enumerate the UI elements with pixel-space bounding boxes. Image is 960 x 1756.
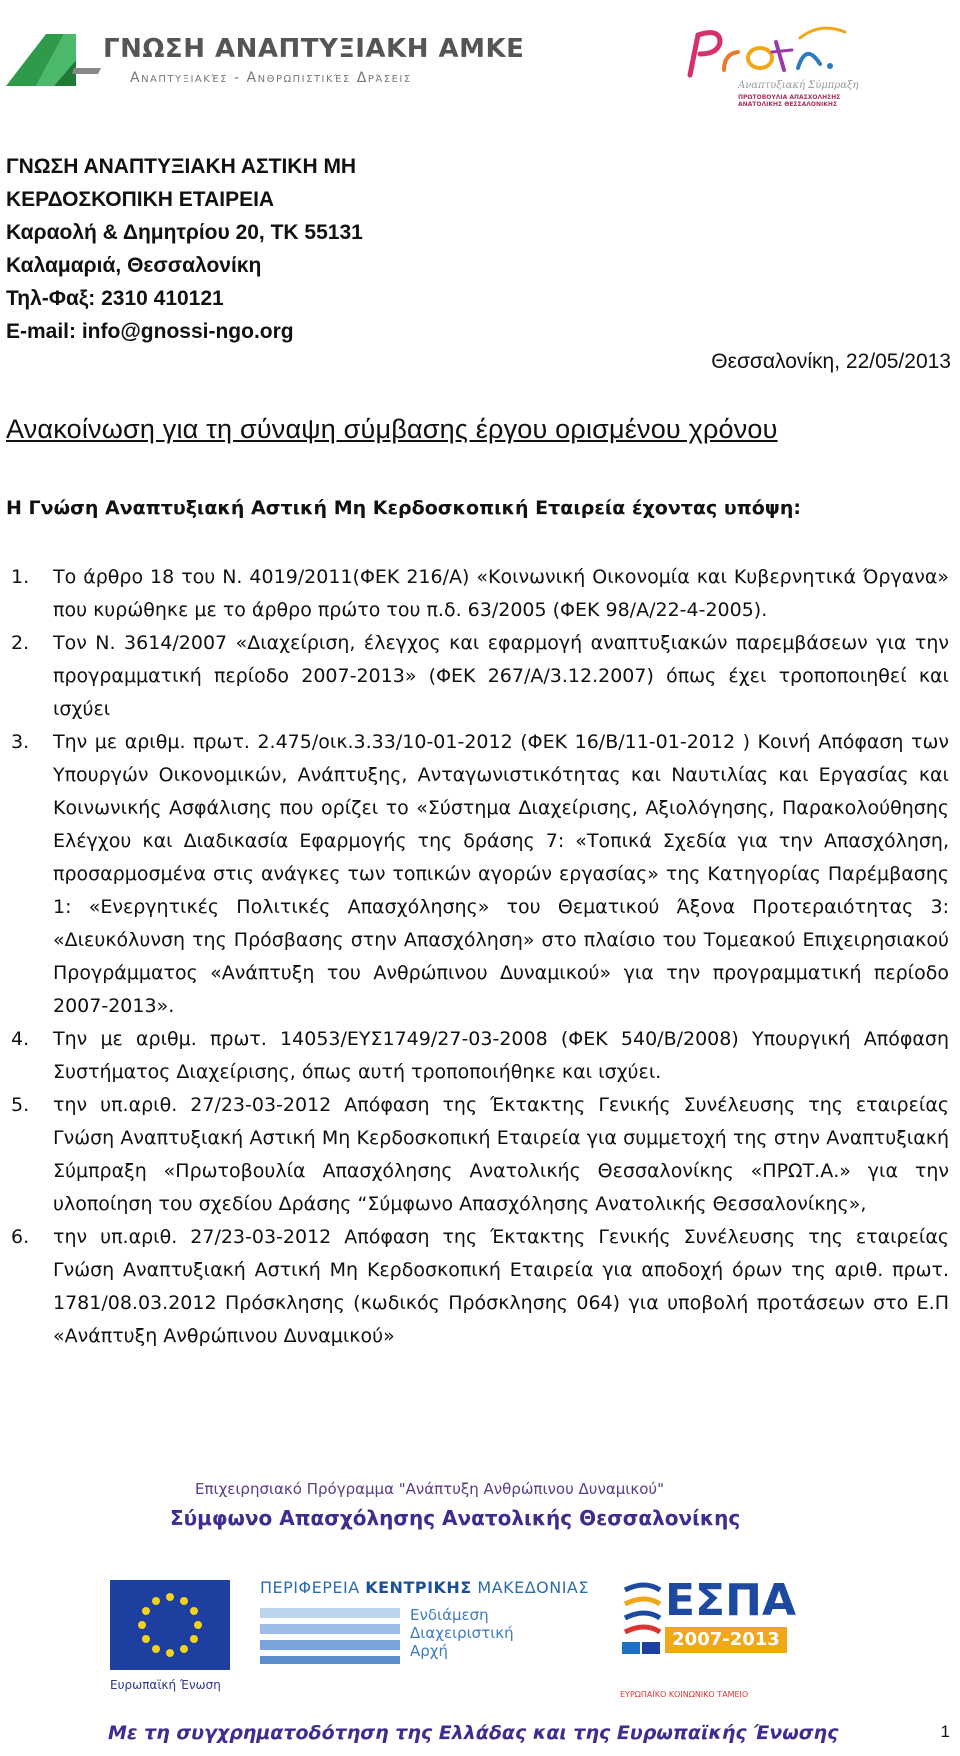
prota-logo-caption: ΠΡΩΤΟΒΟΥΛΙΑ ΑΠΑΣΧΟΛΗΣΗΣ ΑΝΑΤΟΛΙΚΗΣ ΘΕΣΣΑΛΟΝΙΚΗΣ — [738, 94, 841, 108]
list-item-text: την υπ.αριθ. 27/23-03-2012 Απόφαση της Έκτακτης Γενικής Συνέλευσης της εταιρείας Γνώση Αναπτυξιακή Αστική Μη Κερδοσκοπική Εταιρεία για αποδοχή όρων της αριθ. πρωτ. 1781/08.03.2012 Πρόσκλησης (κωδικός Πρόσκλησης 064) για υποβολή προτάσεων στο Ε.Π «Ανάπτυξη Ανθρώπινου Δυναμικού» — [53, 1226, 949, 1347]
prota-logo — [680, 20, 880, 120]
list-item — [0, 627, 960, 726]
list-item-number: 3. — [11, 731, 30, 753]
authority-line-2: Διαχειριστική — [410, 1624, 514, 1642]
list-item-number: 5. — [11, 1094, 30, 1116]
list-item-number: 1. — [11, 566, 30, 588]
funding-footer — [0, 1480, 960, 1756]
sender-address-block — [6, 150, 363, 348]
list-item-text: Την με αριθμ. πρωτ. 2.475/οικ.3.33/10-01-2012 (ΦΕΚ 16/Β/11-01-2012 ) Κοινή Απόφαση των Υπουργών Οικονομικών, Ανάπτυξης, Ανταγωνιστικότητας και Ναυτιλίας και Εργασίας και Κοινωνικής Ασφάλισης που ορίζει το «Σύστημα Διαχείρισης, Αξιολόγησης, Παρακολούθησης Ελέγχου και Διαδικασία Εφαρμογής της δράσης 7: «Τοπικά Σχεδία για την Απασχόληση, προσαρμοσμένα στις ανάγκες των τοπικών αγορών εργασίας» της Κατηγορίας Παρέμβασης 1: «Ενεργητικές Πολιτικές Απασχόλησης» του Θεματικού Άξονα Προτεραιότητας 3: «Διευκόλυνση της Πρόσβασης στην Απασχόληση» στο πλαίσιο του Τομεακού Επιχειρησιακού Προγράμματος «Ανάπτυξη του Ανθρώπινου Δυναμικού» για την προγραμματική περίοδο 2007-2013». — [53, 731, 949, 1017]
document-title: Ανακοίνωση για τη σύναψη σύμβασης έργου ορισμένου χρόνου — [6, 414, 778, 444]
managing-authority-logo-icon — [260, 1606, 405, 1666]
prota-logo-mark-icon — [680, 20, 880, 80]
sender-phone: Τηλ-Φαξ: 2310 410121 — [6, 287, 224, 310]
intro-statement: Η Γνώση Αναπτυξιακή Αστική Μη Κερδοσκοπική Εταιρεία έχοντας υπόψη: — [6, 497, 801, 519]
list-item-number: 4. — [11, 1028, 30, 1050]
espa-logo-icon — [620, 1580, 665, 1660]
authority-line-1: Ενδιάμεση — [410, 1606, 489, 1624]
prota-logo-subtitle: Αναπτυξιακή Σύμπραξη — [738, 80, 859, 91]
sender-city: Καλαμαριά, Θεσσαλονίκη — [6, 254, 262, 277]
list-item — [0, 1023, 960, 1089]
list-item — [0, 561, 960, 627]
list-item-text: Την με αριθμ. πρωτ. 14053/ΕΥΣ1749/27-03-2008 (ΦΕΚ 540/Β/2008) Υπουργική Απόφαση Συστήματος Διαχείρισης, όπως αυτή τροποποιήθηκε και ισχύει. — [53, 1028, 949, 1083]
list-item-number: 2. — [11, 632, 30, 654]
list-item-text: Το άρθρο 18 του Ν. 4019/2011(ΦΕΚ 216/Α) «Κοινωνική Οικονομία και Κυβερνητικά Όργανα» που κυρώθηκε με το άρθρο πρώτο του π.δ. 63/2005 (ΦΕΚ 98/Α/22-4-2005). — [53, 566, 949, 621]
page-number: 1 — [940, 1722, 950, 1741]
list-item-number: 6. — [11, 1226, 30, 1248]
list-item-text: την υπ.αριθ. 27/23-03-2012 Απόφαση της Έκτακτης Γενικής Συνέλευσης της εταιρείας Γνώση Αναπτυξιακή Αστική Μη Κερδοσκοπική Εταιρεία για συμμετοχή της στην Αναπτυξιακή Σύμπραξη «Πρωτοβουλία Απασχόλησης Ανατολικής Θεσσαλονίκης «ΠΡΩΤ.Α.» για την υλοποίηση του σχεδίου Δράσης “Σύμφωνο Απασχόλησης Ανατολικής Θεσσαλονίκης», — [53, 1094, 949, 1215]
authority-line-3: Αρχή — [410, 1642, 448, 1660]
espa-years: 2007-2013 — [665, 1627, 787, 1653]
gnosi-logo-title: ΓΝΩΣΗ ΑΝΑΠΤΥΞΙΑΚΗ ΑΜΚΕ — [103, 34, 525, 64]
region-title — [260, 1578, 589, 1597]
list-item — [0, 726, 960, 1023]
region-prefix: ΠΕΡΙΦΕΡΕΙΑ — [260, 1578, 366, 1597]
eu-label: Ευρωπαϊκή Ένωση — [110, 1678, 221, 1692]
gnosi-logo-mark-icon — [6, 30, 101, 90]
region-bold: ΚΕΝΤΡΙΚΗΣ — [365, 1578, 472, 1597]
espa-fund-label: ΕΥΡΩΠΑΪΚΟ ΚΟΙΝΩΝΙΚΟ ΤΑΜΕΙΟ — [620, 1690, 749, 1699]
considerations-list — [0, 561, 960, 1353]
managing-authority-text — [410, 1606, 514, 1660]
region-suffix: ΜΑΚΕΔΟΝΙΑΣ — [471, 1578, 589, 1597]
eu-flag-icon — [110, 1580, 230, 1670]
espa-wordmark: ΕΣΠΑ — [665, 1575, 796, 1626]
gnosi-logo-subtitle: Αναπτυξιακές - Ανθρωπιστικές Δράσεις — [130, 70, 412, 86]
list-item — [0, 1221, 960, 1353]
operational-programme-line: Επιχειρησιακό Πρόγραμμα "Ανάπτυξη Ανθρώπινου Δυναμικού" — [195, 1480, 664, 1498]
sender-name-line-2: ΚΕΡΔΟΣΚΟΠΙΚΗ ΕΤΑΙΡΕΙΑ — [6, 188, 275, 211]
sender-name-line-1: ΓΝΩΣΗ ΑΝΑΠΤΥΞΙΑΚΗ ΑΣΤΙΚΗ ΜΗ — [6, 155, 357, 178]
list-item — [0, 1089, 960, 1221]
list-item-text: Τον Ν. 3614/2007 «Διαχείριση, έλεγχος και εφαρμογή αναπτυξιακών παρεμβάσεων για την προγραμματική περίοδο 2007-2013» (ΦΕΚ 267/Α/3.12.2007) όπως έχει τροποποιηθεί και ισχύει — [53, 632, 949, 720]
cofunding-statement: Με τη συγχρηματοδότηση της Ελλάδας και της Ευρωπαϊκής Ένωσης — [108, 1722, 839, 1744]
gnosi-logo — [6, 30, 525, 110]
sender-street: Καραολή & Δημητρίου 20, ΤΚ 55131 — [6, 221, 363, 244]
employment-pact-line: Σύμφωνο Απασχόλησης Ανατολικής Θεσσαλονίκης — [170, 1506, 741, 1530]
document-date: Θεσσαλονίκη, 22/05/2013 — [711, 350, 951, 373]
sender-email: E-mail: info@gnossi-ngo.org — [6, 320, 294, 343]
